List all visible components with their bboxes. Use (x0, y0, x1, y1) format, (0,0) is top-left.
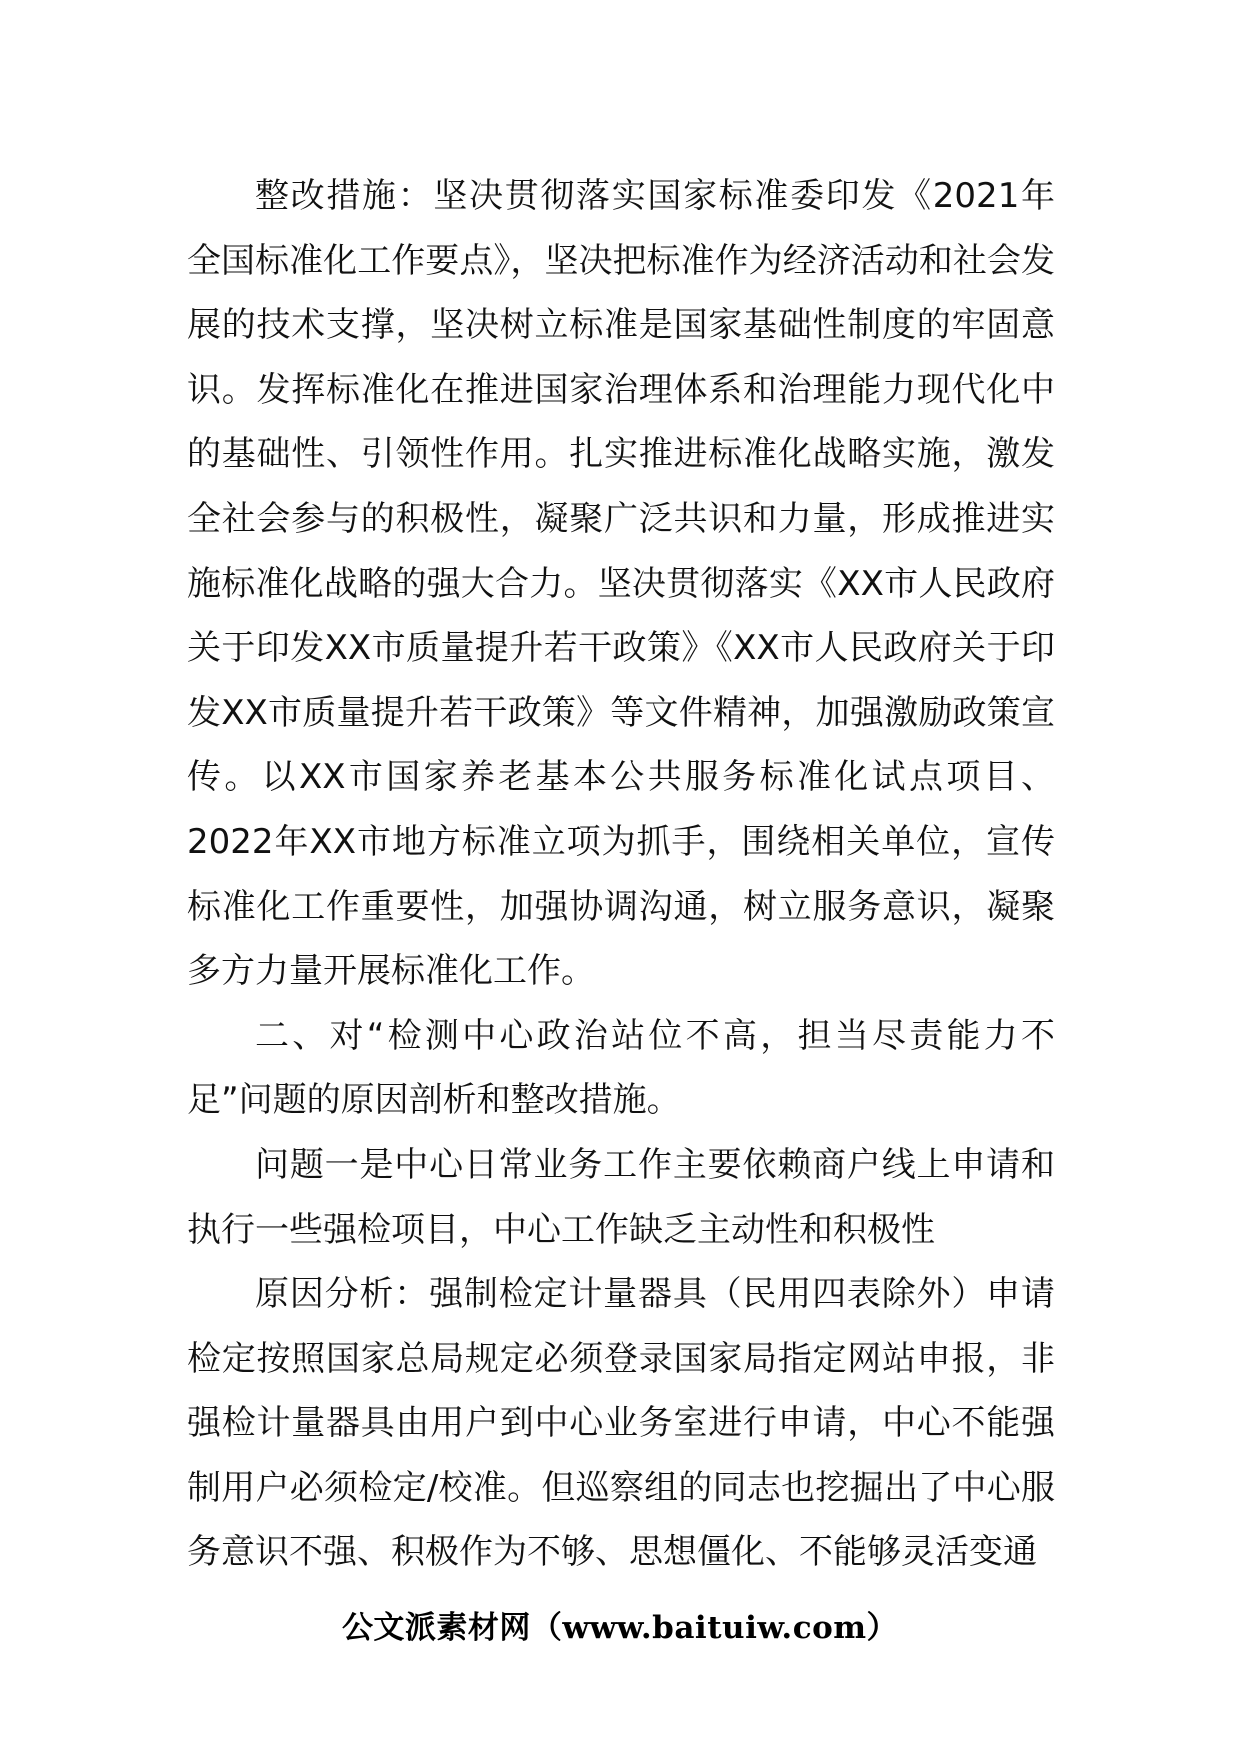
footer-watermark: 公文派素材网（www.baituiw.com） (341, 1610, 899, 1646)
document-body (187, 164, 1055, 1585)
paragraph-problem-one: 问题一是中心日常业务工作主要依赖商户线上申请和执行一些强检项目，中心工作缺乏主动性和积极性 (187, 1144, 1055, 1250)
paragraph-rectification-measures: 整改措施：坚决贯彻落实国家标准委印发《2021年全国标准化工作要点》，坚决把标准作为经济活动和社会发展的技术支撑，坚决树立标准是国家基础性制度的牢固意识。发挥标准化在推进国家治理体系和治理能力现代化中的基础性、引领性作用。扎实推进标准化战略实施，激发全社会参与的积极性，凝聚广泛共识和力量，形成推进实施标准化战略的强大合力。坚决贯彻落实《XX市人民政府关于印发XX市质量提升若干政策》《XX市人民政府关于印发XX市质量提升若干政策》等文件精神，加强激励政策宣传。以XX市国家养老基本公共服务标准化试点项目、2022年XX市地方标准立项为抓手，围绕相关单位，宣传标准化工作重要性，加强协调沟通，树立服务意识，凝聚多方力量开展标准化工作。 (187, 176, 1055, 992)
paragraph-section-heading: 二、对“检测中心政治站位不高，担当尽责能力不足”问题的原因剖析和整改措施。 (187, 1015, 1055, 1121)
paragraph-cause-analysis: 原因分析：强制检定计量器具（民用四表除外）申请检定按照国家总局规定必须登录国家局指定网站申报，非强检计量器具由用户到中心业务室进行申请，中心不能强制用户必须检定/校准。但巡察组的同志也挖掘出了中心服务意识不强、积极作为不够、思想僵化、不能够灵活变通 (187, 1274, 1055, 1573)
